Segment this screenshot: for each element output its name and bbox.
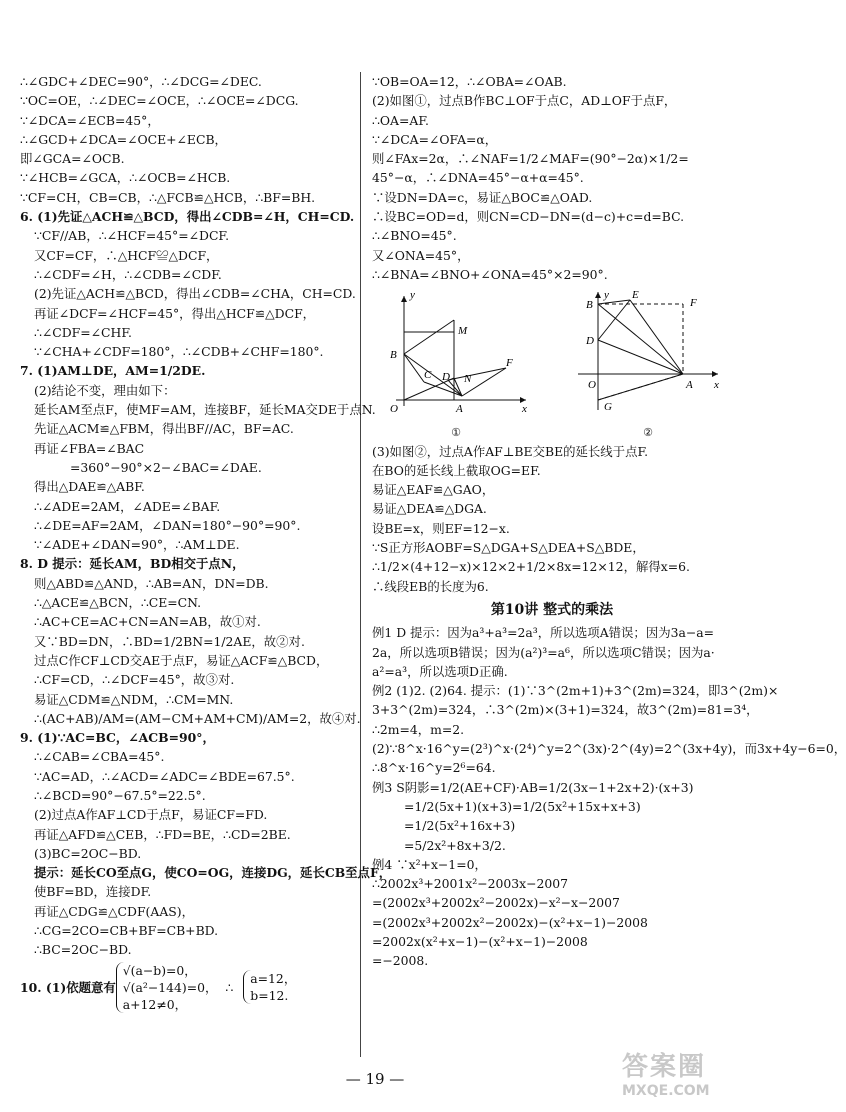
text-line: 易证△CDM≌△NDM，∴CM=MN. xyxy=(34,691,234,707)
point-label: F xyxy=(506,357,513,370)
question-10-intro: 10. (1)依题意有 xyxy=(20,979,116,995)
example-line: 例2 (1)2. (2)64. 提示：(1)∵3^(2m+1)+3^(2m)=324，即3^(2m)× xyxy=(372,683,779,699)
watermark-logo xyxy=(622,1052,742,1107)
text-line: ∵CF=CH，CB=CB，∴△FCB≌△HCB，∴BF=BH. xyxy=(20,189,316,205)
example-line: a²=a³，所以选项D正确. xyxy=(372,663,508,679)
example-line: =2002x(x²+x−1)−(x²+x−1)−2008 xyxy=(372,933,588,949)
example-line: =(2002x³+2002x²−2002x)−(x²+x−1)−2008 xyxy=(372,914,648,930)
point-label: G xyxy=(604,401,612,414)
text-line: 使BF=BD，连接DF. xyxy=(34,884,152,900)
text-line: (2)先证△ACH≌△BCD，得出∠CDB=∠CHA，CH=CD. xyxy=(34,286,356,302)
question-7-line: 7. (1)AM⊥DE，AM=1/2DE. xyxy=(20,363,206,379)
point-label: B xyxy=(390,349,397,362)
point-label: O xyxy=(588,379,596,392)
text-line: ∴∠BNO=45°. xyxy=(372,228,457,244)
left-column xyxy=(20,72,392,1013)
page-number: — 19 — xyxy=(345,1070,405,1088)
text-line: ∴设BC=OD=d，则CN=CD−DN=(d−c)+c=d=BC. xyxy=(372,209,685,225)
text-line: ∵设DN=DA=c，易证△BOC≌△OAD. xyxy=(372,189,593,205)
example-line: ∴2m=4，m=2. xyxy=(372,721,465,737)
example-line: (2)∵8^x·16^y=(2³)^x·(2⁴)^y=2^(3x)·2^(4y)=2^(3x+4y)，而3x+4y−6=0， xyxy=(372,741,846,757)
text-line: 45°−α，∴∠DNA=45°−α+α=45°. xyxy=(372,170,584,186)
text-line: 得出△DAE≌△ABF. xyxy=(34,479,145,495)
text-line: ∵∠CHA+∠CDF=180°，∴∠CDB+∠CHF=180°. xyxy=(34,344,324,360)
point-label: x xyxy=(522,403,527,416)
text-line: ∴1/2×(4+12−x)×12×2+1/2×8x=12×12，解得x=6. xyxy=(372,559,690,575)
text-line: 设BE=x，则EF=12−x. xyxy=(372,520,510,536)
text-line: ∴BC=2OC−BD. xyxy=(34,942,132,958)
example-line: 3+3^(2m)=324，∴3^(2m)×(3+1)=324，故3^(2m)=81=3⁴， xyxy=(372,702,759,718)
example-line: ∴8^x·16^y=2⁶=64. xyxy=(372,760,496,776)
text-line: 先证△ACM≌△FBM，得出BF//AC，BF=AC. xyxy=(34,421,294,437)
solution: a=12， xyxy=(250,971,297,987)
column-divider xyxy=(360,72,361,1057)
point-label: C xyxy=(424,369,432,382)
text-line: ∵∠ADE+∠DAN=90°，∴AM⊥DE. xyxy=(34,537,240,553)
text-line: ∴∠GCD+∠DCA=∠OCE+∠ECB， xyxy=(20,131,227,147)
example-line: =1/2(5x+1)(x+3)=1/2(5x²+15x+x+3) xyxy=(404,798,641,814)
point-label: A xyxy=(456,403,463,416)
text-line: ∵S正方形AOBF=S△DGA+S△DEA+S△BDE， xyxy=(372,540,645,556)
figure-1-diagram xyxy=(376,288,536,420)
text-line: ∴线段EB的长度为6. xyxy=(372,578,489,594)
text-line: (3)如图②，过点A作AF⊥BE交BE的延长线于点F. xyxy=(372,443,649,459)
watermark-bottom: MXQE.COM xyxy=(622,1083,710,1099)
text-line: ∴AC+CE=AC+CN=AN=AB，故①对. xyxy=(34,614,261,630)
text-line: ∴CG=2CO=CB+BF=CB+BD. xyxy=(34,923,219,939)
solution: b=12. xyxy=(250,988,289,1004)
text-line: ∵OC=OE，∴∠DEC=∠OCE，∴∠OCE=∠DCG. xyxy=(20,93,299,109)
point-label: y xyxy=(410,289,415,302)
text-line: ∴(AC+AB)/AM=(AM−CM+AM+CM)/AM=2，故④对. xyxy=(34,710,361,726)
point-label: E xyxy=(632,289,639,302)
text-line: 易证△DEA≌△DGA. xyxy=(372,501,487,517)
text-line: ∴∠CDF=∠CHF. xyxy=(34,324,132,340)
text-line: (2)结论不变，理由如下： xyxy=(34,382,176,398)
text-line: 又∵BD=DN，∴BD=1/2BN=1/2AE，故②对. xyxy=(34,633,305,649)
text-line: 延长AM至点F，使MF=AM，连接BF，延长MA交DE于点N. xyxy=(34,402,376,418)
right-column xyxy=(372,72,846,971)
text-line: 再证∠FBA=∠BAC xyxy=(34,440,145,456)
example-line: =(2002x³+2002x²−2002x)−x²−x−2007 xyxy=(372,895,620,911)
point-label: x xyxy=(714,379,719,392)
point-label: D xyxy=(586,335,594,348)
point-label: F xyxy=(690,297,697,310)
text-line: ∵∠HCB=∠GCA，∴∠OCB=∠HCB. xyxy=(20,170,231,186)
text-line: 提示：延长CO至点G，使CO=OG，连接DG，延长CB至点F， xyxy=(34,865,392,881)
text-line: 过点C作CF⊥CD交AE于点F，易证△ACF≌△BCD， xyxy=(34,652,329,668)
figure-1-label: ① xyxy=(451,425,461,439)
figure-1 xyxy=(372,288,540,439)
figure-2 xyxy=(564,288,732,439)
text-line: ∵OB=OA=12，∴∠OBA=∠OAB. xyxy=(372,74,567,89)
example-line: 2a，所以选项B错误；因为(a²)³=a⁶，所以选项C错误；因为a· xyxy=(372,644,715,660)
text-line: (2)如图①，过点B作BC⊥OF于点C，AD⊥OF于点F， xyxy=(372,93,677,109)
text-line: ∴∠CDF=∠H，∴∠CDB=∠CDF. xyxy=(34,266,222,282)
text-line: ∴∠ADE=2AM，∠ADE=∠BAF. xyxy=(34,498,221,514)
point-label: D xyxy=(442,371,450,384)
example-line: =1/2(5x²+16x+3) xyxy=(404,818,516,834)
lesson-title: 第10讲 整式的乘法 xyxy=(490,601,614,618)
equation: a+12≠0， xyxy=(122,996,187,1012)
text-line: ∵AC=AD，∴∠ACD=∠ADC=∠BDE=67.5°. xyxy=(34,768,295,784)
text-line: 则△ABD≌△AND，∴AB=AN，DN=DB. xyxy=(34,575,269,591)
text-line: ∵∠DCA=∠ECB=45°， xyxy=(20,112,160,128)
text-line: (2)过点A作AF⊥CD于点F，易证CF=FD. xyxy=(34,807,268,823)
watermark-top: 答案圈 xyxy=(622,1052,707,1082)
text-line: 再证△AFD≌△CEB，∴FD=BE，∴CD=2BE. xyxy=(34,826,291,842)
example-line: =−2008. xyxy=(372,953,429,969)
text-line: ∴OA=AF. xyxy=(372,112,429,128)
text-line: 则∠FAx=2α，∴∠NAF=1/2∠MAF=(90°−2α)×1/2= xyxy=(372,151,689,167)
text-line: ∴CF=CD，∴∠DCF=45°，故③对. xyxy=(34,672,235,688)
text-line: ∵CF//AB，∴∠HCF=45°=∠DCF. xyxy=(34,228,230,244)
question-6-line: 6. (1)先证△ACH≌△BCD，得出∠CDB=∠H，CH=CD. xyxy=(20,209,355,225)
text-line: ∴∠BNA=∠BNO+∠ONA=45°×2=90°. xyxy=(372,266,608,282)
text-line: ∴∠DE=AF=2AM，∠DAN=180°−90°=90°. xyxy=(34,517,301,533)
text-line: ∴∠CAB=∠CBA=45°. xyxy=(34,749,165,765)
text-line: ∴∠GDC+∠DEC=90°，∴∠DCG=∠DEC. xyxy=(20,74,262,89)
equation-system xyxy=(116,962,218,1013)
equation: √(a−b)=0， xyxy=(122,962,197,978)
question-9-line: 9. (1)∵AC=BC，∠ACB=90°， xyxy=(20,730,215,746)
figure-2-label: ② xyxy=(643,425,653,439)
example-line: =5/2x²+8x+3/2. xyxy=(404,837,506,853)
text-line: =360°−90°×2−∠BAC=∠DAE. xyxy=(70,459,262,475)
question-10-block xyxy=(20,962,350,1013)
point-label: y xyxy=(604,289,609,302)
point-label: O xyxy=(390,403,398,416)
point-label: M xyxy=(458,325,468,338)
text-line: 再证△CDG≌△CDF(AAS)， xyxy=(34,903,194,919)
example-line: 例4 ∵x²+x−1=0， xyxy=(372,856,487,872)
point-label: A xyxy=(686,379,693,392)
example-line: 例3 S阴影=1/2(AE+CF)·AB=1/2(3x−1+2x+2)·(x+3) xyxy=(372,779,694,795)
figure-2-diagram xyxy=(568,288,728,420)
text-line: (3)BC=2OC−BD. xyxy=(34,845,142,861)
example-line: 例1 D 提示：因为a³+a³=2a³，所以选项A错误；因为3a−a= xyxy=(372,625,715,641)
text-line: 在BO的延长线上截取OG=EF. xyxy=(372,462,541,478)
figures-row xyxy=(372,288,732,439)
text-line: ∵∠DCA=∠OFA=α， xyxy=(372,131,498,147)
text-line: 又∠ONA=45°， xyxy=(372,247,470,263)
solution-system xyxy=(243,970,296,1004)
therefore-symbol: ∴ xyxy=(225,979,234,995)
question-8-line: 8. D 提示：延长AM，BD相交于点N， xyxy=(20,556,245,572)
text-line: 易证△EAF≌△GAO， xyxy=(372,482,495,498)
text-line: 又CF=CF，∴△HCF≌△DCF， xyxy=(34,247,219,263)
text-line: 再证∠DCF=∠HCF=45°，得出△HCF≌△DCF， xyxy=(34,305,316,321)
text-line: ∴∠BCD=90°−67.5°=22.5°. xyxy=(34,787,206,803)
equation: √(a²−144)=0， xyxy=(122,979,218,995)
text-line: 即∠GCA=∠OCB. xyxy=(20,151,125,167)
point-label: N xyxy=(464,373,472,386)
example-line: ∴2002x³+2001x²−2003x−2007 xyxy=(372,876,569,892)
text-line: ∴△ACE≌△BCN，∴CE=CN. xyxy=(34,595,202,611)
point-label: B xyxy=(586,299,593,312)
